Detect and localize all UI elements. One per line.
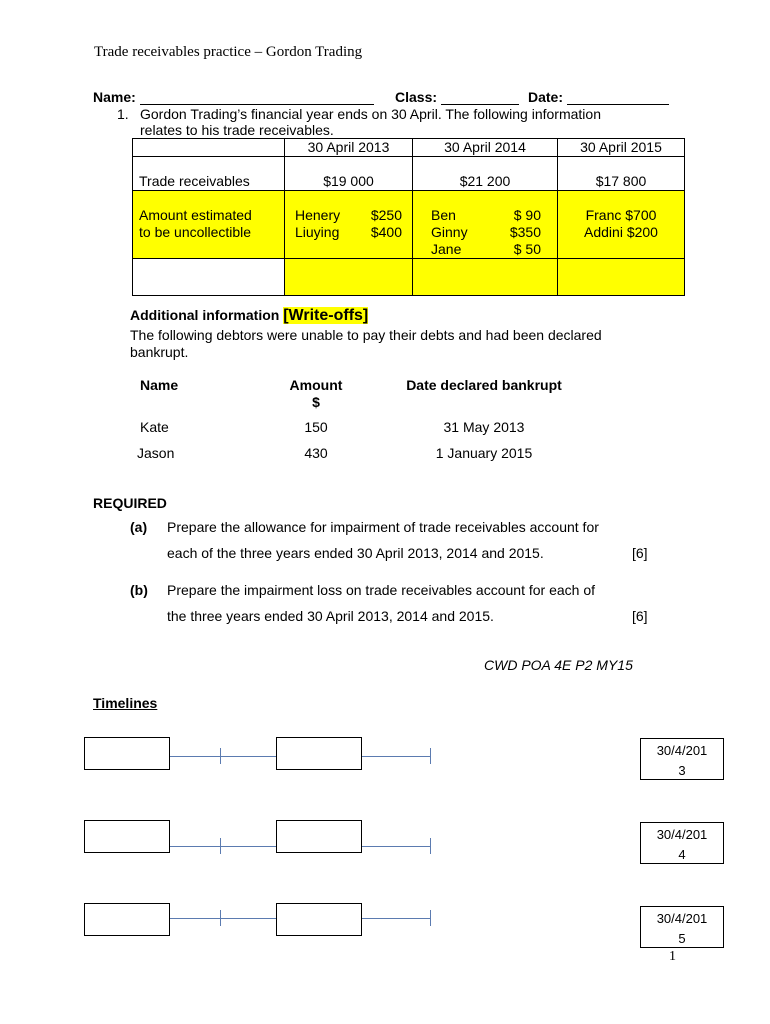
class-blank[interactable] (441, 104, 519, 105)
class-label: Class: (395, 89, 438, 105)
amount-header-unit: $ (312, 394, 320, 410)
debtor-name: Jason (137, 445, 175, 461)
timeline-tick (220, 838, 221, 854)
part-a-line2: each of the three years ended 30 April 2013, 2014 and 2015. (167, 545, 544, 561)
timeline-segment (362, 846, 430, 847)
document-title: Trade receivables practice – Gordon Trading (94, 44, 363, 60)
timeline-entry-box[interactable] (84, 737, 170, 770)
timeline-entry-box[interactable] (276, 820, 362, 853)
uncollectible-label-line2: to be uncollectible (139, 224, 252, 240)
part-a-label: (a) (130, 519, 148, 535)
column-header-name: Name (140, 377, 179, 393)
part-b-line1: Prepare the impairment loss on trade receivables account for each of (167, 582, 596, 598)
debtor-name: Liuying (295, 224, 340, 240)
debtor-amount: $350 (509, 224, 541, 240)
debtor-name: Ginny (431, 224, 468, 240)
header-blank-cell (133, 139, 285, 157)
column-header-date: Date declared bankrupt (406, 377, 562, 393)
column-header-2015: 30 April 2015 (558, 139, 685, 157)
date-box-text: 4 (678, 847, 686, 862)
part-b-line2: the three years ended 30 April 2013, 2014 and 2015. (167, 608, 494, 624)
debtor-name: Henery (295, 207, 341, 223)
required-heading: REQUIRED (93, 495, 167, 511)
question-text-line2: relates to his trade receivables. (140, 122, 334, 138)
part-b-marks: [6] (632, 608, 648, 624)
timeline-tick (430, 910, 431, 926)
source-reference: CWD POA 4E P2 MY15 (484, 657, 633, 673)
timeline-tick (430, 748, 431, 764)
debtor-name: Kate (140, 419, 169, 435)
part-a-marks: [6] (632, 545, 648, 561)
uncollectible-2013 (285, 191, 413, 259)
debtor-entry (431, 241, 541, 258)
timeline-segment (170, 846, 276, 847)
date-label: Date: (528, 89, 564, 105)
uncollectible-2014 (413, 191, 558, 259)
debtor-entry (431, 207, 541, 224)
bankrupt-debtors-table (132, 377, 594, 471)
timeline-entry-box[interactable] (276, 903, 362, 936)
date-box-text: 30/4/201 (656, 743, 708, 758)
answer-cell-2014[interactable] (413, 259, 558, 296)
debtor-amount: $ 50 (513, 241, 541, 257)
table-row (132, 419, 594, 445)
answer-cell-2015[interactable] (558, 259, 685, 296)
date-box-text: 3 (678, 763, 686, 778)
part-b-label: (b) (130, 582, 148, 598)
debtor-amount: $400 (370, 224, 402, 240)
bankrupt-date: 1 January 2015 (435, 445, 533, 461)
timeline-tick (220, 910, 221, 926)
debtor-name: Ben (431, 207, 456, 223)
additional-info-heading (130, 307, 368, 325)
timeline-tick (220, 748, 221, 764)
uncollectible-label-line1: Amount estimated (139, 207, 252, 223)
debtor-amount: 150 (304, 419, 328, 435)
debtor-entry (295, 224, 402, 241)
debtor-amount: $250 (370, 207, 402, 223)
timeline-segment (362, 918, 430, 919)
date-box-text: 5 (678, 931, 686, 946)
date-box-text: 30/4/201 (656, 827, 708, 842)
debtor-entry: Addini $200 (584, 224, 658, 240)
timelines-heading: Timelines (93, 695, 158, 711)
page-number: 1 (669, 949, 676, 964)
date-box (640, 822, 724, 864)
timeline-segment (362, 756, 430, 757)
write-offs-tag: [Write-offs] (283, 307, 369, 324)
timeline-entry-box[interactable] (84, 820, 170, 853)
additional-info-text-line1: The following debtors were unable to pay their debts and had been declared (130, 327, 602, 343)
column-header-2014: 30 April 2014 (413, 139, 558, 157)
trade-receivables-label: Trade receivables (133, 157, 285, 191)
timeline-segment (170, 918, 276, 919)
debtor-entry (295, 207, 402, 224)
name-blank[interactable] (140, 104, 374, 105)
question-number: 1. (117, 106, 129, 122)
debtor-amount: 430 (304, 445, 328, 461)
amount-header-label: Amount (289, 377, 343, 393)
answer-cell-2013[interactable] (285, 259, 413, 296)
debtor-name: Jane (431, 241, 462, 257)
timeline-entry-box[interactable] (84, 903, 170, 936)
debtor-amount: $ 90 (513, 207, 541, 223)
column-header-2013: 30 April 2013 (285, 139, 413, 157)
trade-value-2014: $21 200 (413, 157, 558, 191)
blank-cell (133, 259, 285, 296)
name-label: Name: (93, 89, 136, 105)
debtor-entry (431, 224, 541, 241)
bankrupt-date: 31 May 2013 (443, 419, 525, 435)
uncollectible-2015 (558, 191, 685, 259)
additional-info-text-line2: bankrupt. (130, 344, 189, 360)
trade-value-2015: $17 800 (558, 157, 685, 191)
question-text-line1: Gordon Trading’s financial year ends on 30 April. The following information (140, 106, 601, 122)
debtor-entry: Franc $700 (585, 207, 657, 223)
receivables-table (132, 138, 685, 296)
date-box (640, 738, 724, 780)
table-row (132, 445, 594, 471)
part-a-line1: Prepare the allowance for impairment of trade receivables account for (167, 519, 599, 535)
additional-info-label: Additional information (130, 307, 280, 323)
date-box-text: 30/4/201 (656, 911, 708, 926)
date-box (640, 906, 724, 948)
timeline-tick (430, 838, 431, 854)
uncollectible-label (133, 191, 285, 259)
date-blank[interactable] (567, 104, 669, 105)
timeline-entry-box[interactable] (276, 737, 362, 770)
timeline-segment (170, 756, 276, 757)
trade-value-2013: $19 000 (285, 157, 413, 191)
column-header-amount (280, 377, 352, 419)
